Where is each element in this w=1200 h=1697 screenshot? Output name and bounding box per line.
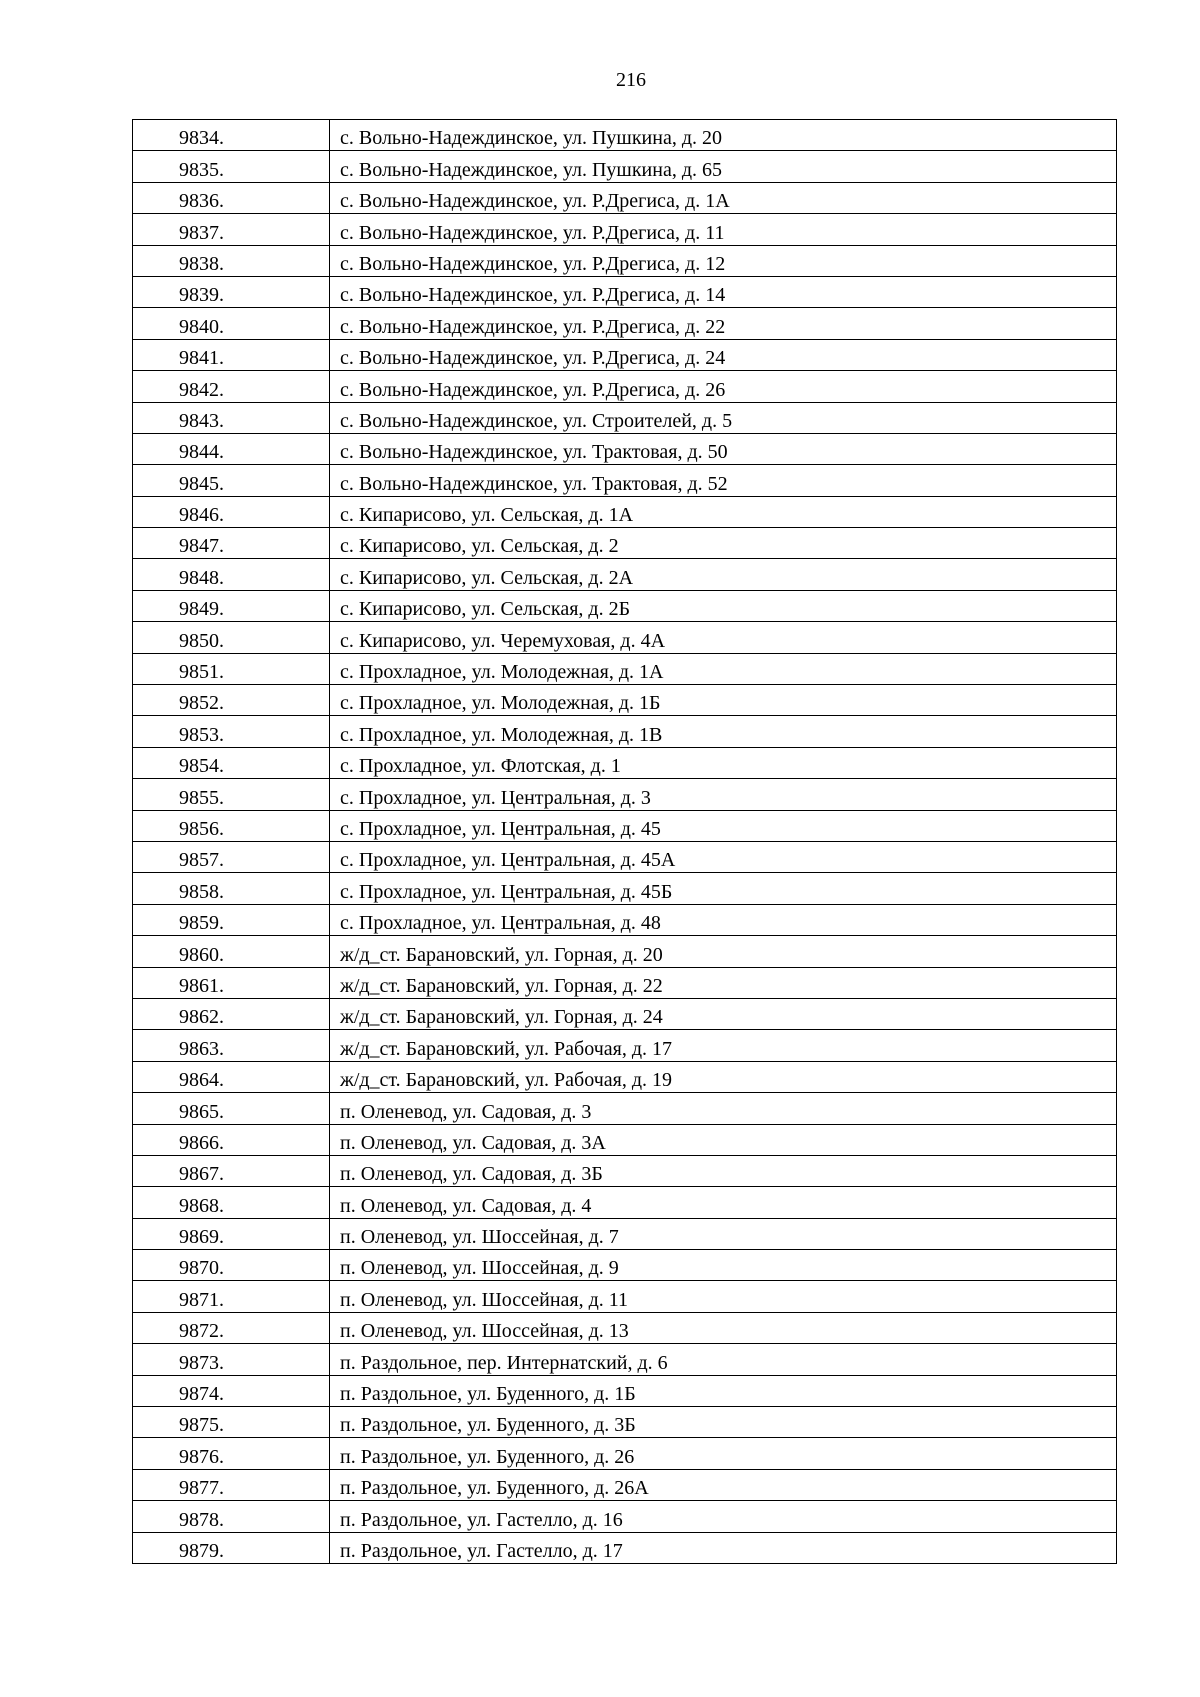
address-text: п. Раздольное, ул. Гастелло, д. 16 — [340, 1508, 623, 1531]
address-text: с. Прохладное, ул. Центральная, д. 3 — [340, 786, 651, 809]
address-cell — [330, 214, 1117, 245]
page-number: 216 — [616, 69, 646, 91]
row-number-cell — [133, 747, 330, 778]
row-number: 9868. — [179, 1194, 224, 1217]
address-cell — [330, 1375, 1117, 1406]
row-number-cell — [133, 339, 330, 370]
row-number-cell — [133, 1250, 330, 1281]
address-text: с. Вольно-Надеждинское, ул. Р.Дрегиса, д. 1А — [340, 190, 730, 213]
address-text: с. Кипарисово, ул. Сельская, д. 2Б — [340, 598, 631, 621]
address-text: ж/д_ст. Барановский, ул. Рабочая, д. 17 — [340, 1037, 673, 1060]
address-text: с. Вольно-Надеждинское, ул. Строителей, д. 5 — [340, 409, 733, 432]
table-row — [133, 998, 1117, 1029]
row-number-cell — [133, 182, 330, 213]
row-number: 9842. — [179, 378, 224, 401]
row-number-cell — [133, 151, 330, 182]
address-text: п. Оленевод, ул. Шоссейная, д. 7 — [340, 1226, 619, 1249]
address-text: с. Кипарисово, ул. Сельская, д. 2 — [340, 535, 619, 558]
address-text: п. Раздольное, пер. Интернатский, д. 6 — [340, 1351, 668, 1374]
row-number: 9837. — [179, 221, 224, 244]
row-number-cell — [133, 276, 330, 307]
table-row — [133, 873, 1117, 904]
address-text: с. Прохладное, ул. Флотская, д. 1 — [340, 755, 621, 778]
table-row — [133, 1187, 1117, 1218]
row-number: 9871. — [179, 1288, 224, 1311]
address-text: ж/д_ст. Барановский, ул. Горная, д. 22 — [340, 974, 663, 997]
address-cell — [330, 1187, 1117, 1218]
row-number: 9854. — [179, 755, 224, 778]
address-cell — [330, 245, 1117, 276]
row-number-cell — [133, 433, 330, 464]
address-text: с. Вольно-Надеждинское, ул. Трактовая, д. 52 — [340, 472, 728, 495]
table-row — [133, 590, 1117, 621]
address-cell — [330, 528, 1117, 559]
address-text: п. Оленевод, ул. Шоссейная, д. 11 — [340, 1288, 629, 1311]
table-row — [133, 496, 1117, 527]
table-row — [133, 465, 1117, 496]
row-number: 9856. — [179, 817, 224, 840]
row-number: 9835. — [179, 158, 224, 181]
row-number: 9852. — [179, 692, 224, 715]
row-number-cell — [133, 904, 330, 935]
address-text: с. Прохладное, ул. Центральная, д. 45А — [340, 849, 676, 872]
row-number-cell — [133, 1281, 330, 1312]
address-cell — [330, 1124, 1117, 1155]
address-text: п. Оленевод, ул. Шоссейная, д. 13 — [340, 1320, 629, 1343]
row-number-cell — [133, 1469, 330, 1500]
row-number: 9844. — [179, 441, 224, 464]
row-number-cell — [133, 967, 330, 998]
row-number-cell — [133, 873, 330, 904]
address-cell — [330, 276, 1117, 307]
row-number: 9847. — [179, 535, 224, 558]
address-cell — [330, 841, 1117, 872]
address-text: с. Вольно-Надеждинское, ул. Р.Дрегиса, д. 22 — [340, 315, 726, 338]
address-text: п. Раздольное, ул. Буденного, д. 26А — [340, 1477, 649, 1500]
address-text: с. Вольно-Надеждинское, ул. Пушкина, д. 65 — [340, 158, 723, 181]
table-row — [133, 1093, 1117, 1124]
row-number-cell — [133, 685, 330, 716]
row-number: 9838. — [179, 252, 224, 275]
row-number: 9848. — [179, 566, 224, 589]
address-text: п. Раздольное, ул. Гастелло, д. 17 — [340, 1539, 623, 1562]
row-number-cell — [133, 1030, 330, 1061]
row-number-cell — [133, 402, 330, 433]
address-text: с. Прохладное, ул. Молодежная, д. 1В — [340, 723, 663, 746]
row-number: 9864. — [179, 1069, 224, 1092]
row-number: 9861. — [179, 974, 224, 997]
address-cell — [330, 1250, 1117, 1281]
row-number: 9836. — [179, 190, 224, 213]
row-number: 9866. — [179, 1131, 224, 1154]
table-row — [133, 779, 1117, 810]
address-cell — [330, 1281, 1117, 1312]
row-number: 9876. — [179, 1445, 224, 1468]
table-row — [133, 402, 1117, 433]
address-cell — [330, 339, 1117, 370]
row-number: 9875. — [179, 1414, 224, 1437]
address-text: с. Кипарисово, ул. Сельская, д. 1А — [340, 504, 634, 527]
address-cell — [330, 1093, 1117, 1124]
row-number-cell — [133, 1312, 330, 1343]
row-number: 9862. — [179, 1006, 224, 1029]
table-row — [133, 967, 1117, 998]
row-number: 9872. — [179, 1320, 224, 1343]
table-row — [133, 1438, 1117, 1469]
row-number: 9841. — [179, 347, 224, 370]
table-row — [133, 1312, 1117, 1343]
address-cell — [330, 904, 1117, 935]
address-text: п. Оленевод, ул. Садовая, д. 3А — [340, 1131, 606, 1154]
table-row — [133, 1532, 1117, 1563]
table-row — [133, 685, 1117, 716]
table-row — [133, 120, 1117, 151]
row-number-cell — [133, 1187, 330, 1218]
row-number: 9839. — [179, 284, 224, 307]
table-row — [133, 559, 1117, 590]
address-text: п. Оленевод, ул. Садовая, д. 3 — [340, 1100, 592, 1123]
address-cell — [330, 936, 1117, 967]
address-text: с. Вольно-Надеждинское, ул. Р.Дрегиса, д. 11 — [340, 221, 725, 244]
row-number-cell — [133, 214, 330, 245]
row-number-cell — [133, 308, 330, 339]
table-row — [133, 1218, 1117, 1249]
table-row — [133, 182, 1117, 213]
address-cell — [330, 371, 1117, 402]
row-number-cell — [133, 622, 330, 653]
address-cell — [330, 1407, 1117, 1438]
address-cell — [330, 308, 1117, 339]
address-cell — [330, 779, 1117, 810]
address-text: с. Кипарисово, ул. Сельская, д. 2А — [340, 566, 634, 589]
row-number-cell — [133, 998, 330, 1029]
row-number: 9855. — [179, 786, 224, 809]
row-number-cell — [133, 465, 330, 496]
address-cell — [330, 496, 1117, 527]
row-number-cell — [133, 1124, 330, 1155]
row-number: 9845. — [179, 472, 224, 495]
table-row — [133, 747, 1117, 778]
table-row — [133, 1407, 1117, 1438]
row-number: 9869. — [179, 1226, 224, 1249]
address-cell — [330, 120, 1117, 151]
row-number: 9834. — [179, 127, 224, 150]
table-row — [133, 1155, 1117, 1186]
row-number: 9879. — [179, 1539, 224, 1562]
row-number: 9850. — [179, 629, 224, 652]
address-cell — [330, 590, 1117, 621]
table-row — [133, 1124, 1117, 1155]
row-number-cell — [133, 245, 330, 276]
table-row — [133, 245, 1117, 276]
row-number: 9857. — [179, 849, 224, 872]
address-cell — [330, 151, 1117, 182]
table-row — [133, 276, 1117, 307]
row-number: 9849. — [179, 598, 224, 621]
address-cell — [330, 182, 1117, 213]
address-text: с. Вольно-Надеждинское, ул. Р.Дрегиса, д. 12 — [340, 252, 726, 275]
row-number-cell — [133, 1218, 330, 1249]
address-cell — [330, 873, 1117, 904]
address-cell — [330, 402, 1117, 433]
table-row — [133, 151, 1117, 182]
row-number: 9860. — [179, 943, 224, 966]
table-row — [133, 936, 1117, 967]
address-cell — [330, 998, 1117, 1029]
address-cell — [330, 1030, 1117, 1061]
row-number-cell — [133, 1501, 330, 1532]
address-cell — [330, 1344, 1117, 1375]
address-cell — [330, 622, 1117, 653]
address-cell — [330, 1469, 1117, 1500]
row-number-cell — [133, 496, 330, 527]
table-row — [133, 214, 1117, 245]
address-cell — [330, 1438, 1117, 1469]
address-text: с. Прохладное, ул. Молодежная, д. 1А — [340, 661, 664, 684]
address-text: с. Вольно-Надеждинское, ул. Р.Дрегиса, д. 14 — [340, 284, 726, 307]
row-number: 9877. — [179, 1477, 224, 1500]
address-text: с. Прохладное, ул. Центральная, д. 45 — [340, 817, 661, 840]
address-text: п. Оленевод, ул. Шоссейная, д. 9 — [340, 1257, 619, 1280]
row-number-cell — [133, 810, 330, 841]
table-row — [133, 653, 1117, 684]
table-row — [133, 810, 1117, 841]
table-row — [133, 1061, 1117, 1092]
table-row — [133, 339, 1117, 370]
address-text: п. Раздольное, ул. Буденного, д. 1Б — [340, 1383, 636, 1406]
address-cell — [330, 1218, 1117, 1249]
row-number-cell — [133, 1061, 330, 1092]
address-table — [132, 119, 1117, 1564]
row-number-cell — [133, 716, 330, 747]
address-text: с. Кипарисово, ул. Черемуховая, д. 4А — [340, 629, 666, 652]
row-number: 9873. — [179, 1351, 224, 1374]
address-text: ж/д_ст. Барановский, ул. Рабочая, д. 19 — [340, 1069, 673, 1092]
table-row — [133, 1250, 1117, 1281]
table-row — [133, 1030, 1117, 1061]
address-table-body — [133, 120, 1117, 1564]
row-number: 9859. — [179, 912, 224, 935]
address-cell — [330, 1501, 1117, 1532]
table-row — [133, 716, 1117, 747]
row-number: 9878. — [179, 1508, 224, 1531]
address-text: ж/д_ст. Барановский, ул. Горная, д. 20 — [340, 943, 663, 966]
address-cell — [330, 810, 1117, 841]
row-number: 9853. — [179, 723, 224, 746]
address-text: с. Вольно-Надеждинское, ул. Трактовая, д. 50 — [340, 441, 728, 464]
row-number-cell — [133, 120, 330, 151]
row-number-cell — [133, 779, 330, 810]
row-number-cell — [133, 653, 330, 684]
address-cell — [330, 465, 1117, 496]
table-row — [133, 433, 1117, 464]
row-number-cell — [133, 1407, 330, 1438]
address-cell — [330, 685, 1117, 716]
address-text: п. Оленевод, ул. Садовая, д. 4 — [340, 1194, 592, 1217]
row-number: 9865. — [179, 1100, 224, 1123]
row-number-cell — [133, 1375, 330, 1406]
row-number-cell — [133, 1438, 330, 1469]
row-number: 9851. — [179, 661, 224, 684]
address-text: п. Раздольное, ул. Буденного, д. 26 — [340, 1445, 635, 1468]
row-number: 9840. — [179, 315, 224, 338]
address-text: п. Раздольное, ул. Буденного, д. 3Б — [340, 1414, 636, 1437]
table-row — [133, 308, 1117, 339]
row-number-cell — [133, 1532, 330, 1563]
table-row — [133, 841, 1117, 872]
address-text: с. Прохладное, ул. Центральная, д. 45Б — [340, 880, 673, 903]
row-number-cell — [133, 841, 330, 872]
row-number-cell — [133, 371, 330, 402]
row-number: 9863. — [179, 1037, 224, 1060]
row-number-cell — [133, 1344, 330, 1375]
address-text: ж/д_ст. Барановский, ул. Горная, д. 24 — [340, 1006, 663, 1029]
address-text: с. Прохладное, ул. Молодежная, д. 1Б — [340, 692, 661, 715]
table-row — [133, 1344, 1117, 1375]
address-cell — [330, 559, 1117, 590]
table-row — [133, 528, 1117, 559]
row-number-cell — [133, 590, 330, 621]
address-text: с. Вольно-Надеждинское, ул. Р.Дрегиса, д. 24 — [340, 347, 726, 370]
table-row — [133, 1281, 1117, 1312]
address-cell — [330, 433, 1117, 464]
address-text: с. Вольно-Надеждинское, ул. Р.Дрегиса, д. 26 — [340, 378, 726, 401]
address-cell — [330, 1312, 1117, 1343]
address-cell — [330, 1532, 1117, 1563]
address-cell — [330, 967, 1117, 998]
row-number-cell — [133, 528, 330, 559]
address-cell — [330, 1061, 1117, 1092]
row-number: 9867. — [179, 1163, 224, 1186]
table-row — [133, 622, 1117, 653]
table-row — [133, 1375, 1117, 1406]
row-number-cell — [133, 936, 330, 967]
row-number: 9846. — [179, 504, 224, 527]
table-row — [133, 371, 1117, 402]
row-number: 9870. — [179, 1257, 224, 1280]
address-cell — [330, 747, 1117, 778]
row-number: 9874. — [179, 1383, 224, 1406]
row-number-cell — [133, 1093, 330, 1124]
address-text: п. Оленевод, ул. Садовая, д. 3Б — [340, 1163, 603, 1186]
table-row — [133, 904, 1117, 935]
row-number: 9843. — [179, 409, 224, 432]
row-number: 9858. — [179, 880, 224, 903]
address-text: с. Вольно-Надеждинское, ул. Пушкина, д. 20 — [340, 127, 723, 150]
table-row — [133, 1469, 1117, 1500]
row-number-cell — [133, 559, 330, 590]
row-number-cell — [133, 1155, 330, 1186]
table-row — [133, 1501, 1117, 1532]
address-cell — [330, 653, 1117, 684]
address-text: с. Прохладное, ул. Центральная, д. 48 — [340, 912, 661, 935]
address-cell — [330, 716, 1117, 747]
address-cell — [330, 1155, 1117, 1186]
